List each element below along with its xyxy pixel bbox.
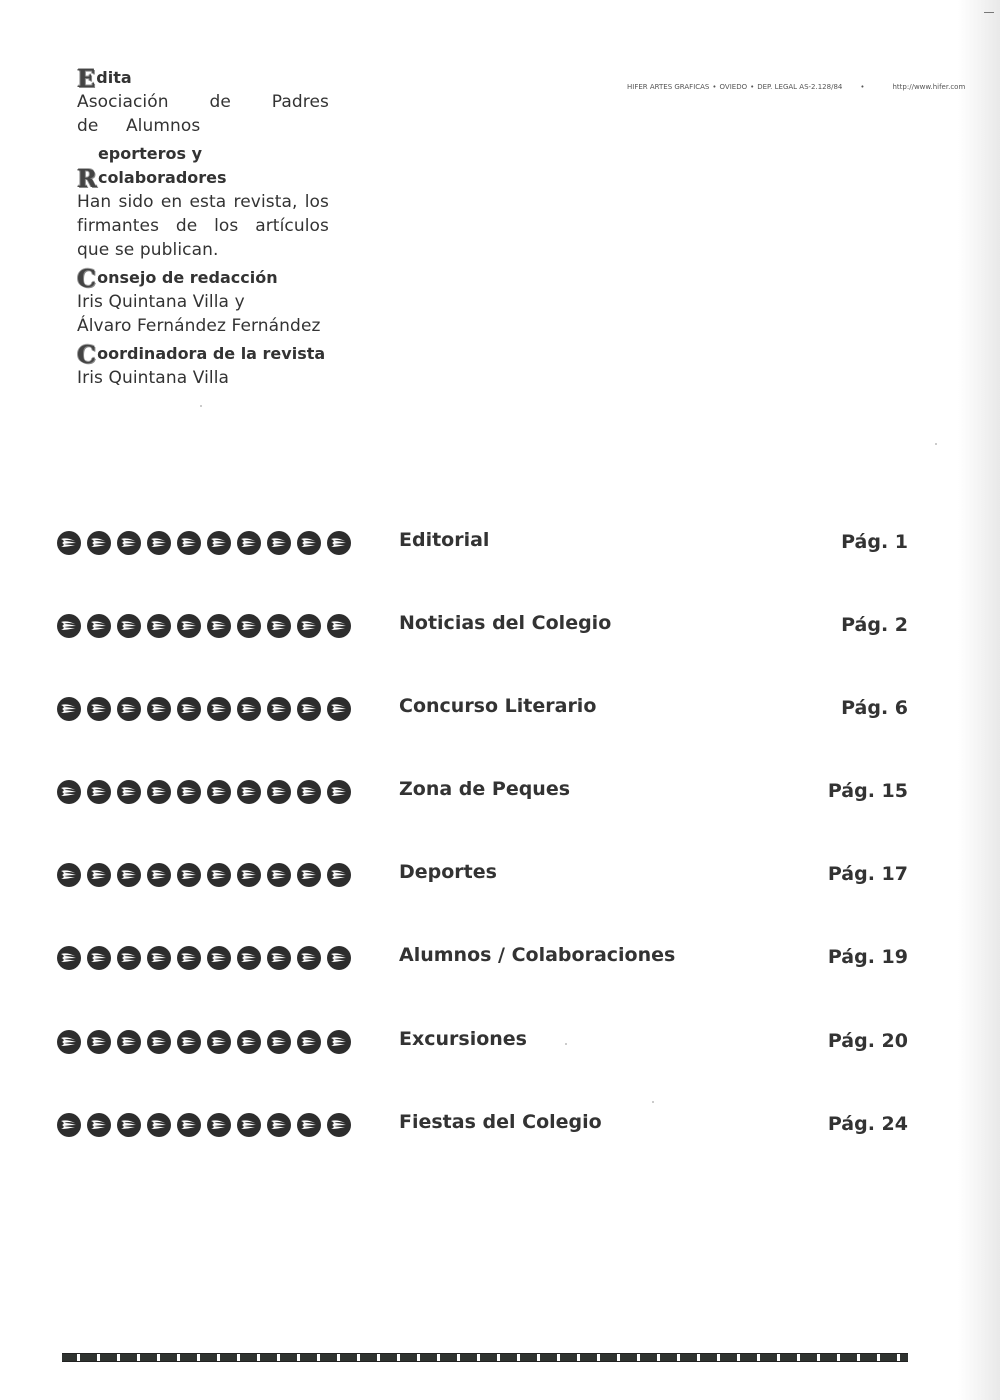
toc-row[interactable] xyxy=(0,1112,1000,1142)
flame-circle-bullet-icon xyxy=(146,945,172,971)
scan-speck xyxy=(200,405,202,407)
credits-block xyxy=(77,66,329,392)
flame-circle-bullet-icon xyxy=(266,530,292,556)
toc-page-number: Pág. 6 xyxy=(841,697,908,719)
flame-circle-bullet-icon xyxy=(296,530,322,556)
flame-circle-bullet-icon xyxy=(326,530,352,556)
flame-circle-bullet-icon xyxy=(56,779,82,805)
legal-deposit: DEP. LEGAL AS-2.128/84 xyxy=(757,83,843,91)
toc-page-number: Pág. 24 xyxy=(827,1113,908,1135)
flame-circle-bullet-icon xyxy=(146,1029,172,1055)
flame-circle-bullet-icon xyxy=(176,945,202,971)
toc-page-number: Pág. 17 xyxy=(827,863,908,885)
toc-title: Deportes xyxy=(399,861,497,883)
flame-circle-bullet-icon xyxy=(56,530,82,556)
toc-row[interactable] xyxy=(0,1029,1000,1059)
flame-circle-bullet-icon xyxy=(206,613,232,639)
flame-circle-bullet-icon xyxy=(326,1112,352,1138)
flame-circle-bullet-icon xyxy=(56,696,82,722)
decorative-bottom-rule xyxy=(62,1353,908,1362)
flame-circle-bullet-icon xyxy=(296,945,322,971)
flame-circle-bullet-icon xyxy=(86,696,112,722)
flame-circle-bullet-icon xyxy=(206,530,232,556)
flame-circle-bullet-icon xyxy=(236,779,262,805)
flame-circle-bullet-icon xyxy=(56,862,82,888)
flame-circle-bullet-icon xyxy=(236,945,262,971)
toc-row[interactable] xyxy=(0,530,1000,560)
flame-circle-bullet-icon xyxy=(236,1112,262,1138)
bullet-row xyxy=(56,613,352,639)
flame-circle-bullet-icon xyxy=(86,613,112,639)
credit-heading-reporteros: R eporteros y colaboradores xyxy=(77,144,227,193)
flame-circle-bullet-icon xyxy=(206,779,232,805)
flame-circle-bullet-icon xyxy=(236,696,262,722)
toc-page-number: Pág. 20 xyxy=(827,1030,908,1052)
flame-circle-bullet-icon xyxy=(236,1029,262,1055)
flame-circle-bullet-icon xyxy=(206,1112,232,1138)
flame-circle-bullet-icon xyxy=(56,613,82,639)
printer-city: OVIEDO xyxy=(719,83,748,91)
flame-circle-bullet-icon xyxy=(176,613,202,639)
flame-circle-bullet-icon xyxy=(146,862,172,888)
flame-circle-bullet-icon xyxy=(326,613,352,639)
printer-name: HIFER ARTES GRAFICAS xyxy=(627,83,710,91)
printer-imprint: HIFER ARTES GRAFICAS • OVIEDO • DEP. LEGAL AS-2.128/84 • http://www.hifer.com xyxy=(627,83,966,91)
bullet-row xyxy=(56,696,352,722)
flame-circle-bullet-icon xyxy=(326,945,352,971)
flame-circle-bullet-icon xyxy=(326,696,352,722)
toc-title: Alumnos / Colaboraciones xyxy=(399,944,676,966)
flame-circle-bullet-icon xyxy=(116,779,142,805)
flame-circle-bullet-icon xyxy=(176,862,202,888)
flame-circle-bullet-icon xyxy=(236,862,262,888)
toc-page-number: Pág. 19 xyxy=(827,946,908,968)
bullet-row xyxy=(56,530,352,556)
flame-circle-bullet-icon xyxy=(296,862,322,888)
flame-circle-bullet-icon xyxy=(116,696,142,722)
scan-speck xyxy=(565,1043,567,1045)
credit-heading-consejo: C onsejo de redacción xyxy=(77,264,278,293)
toc-row[interactable] xyxy=(0,945,1000,975)
flame-circle-bullet-icon xyxy=(326,862,352,888)
flame-circle-bullet-icon xyxy=(206,862,232,888)
flame-circle-bullet-icon xyxy=(86,862,112,888)
flame-circle-bullet-icon xyxy=(176,779,202,805)
toc-row[interactable] xyxy=(0,779,1000,809)
flame-circle-bullet-icon xyxy=(266,1029,292,1055)
toc-row[interactable] xyxy=(0,613,1000,643)
flame-circle-bullet-icon xyxy=(326,1029,352,1055)
toc-title: Editorial xyxy=(399,529,490,551)
flame-circle-bullet-icon xyxy=(296,779,322,805)
credit-body-consejo-line1: Iris Quintana Villa y xyxy=(77,292,245,312)
toc-title: Concurso Literario xyxy=(399,695,597,717)
flame-circle-bullet-icon xyxy=(266,862,292,888)
flame-circle-bullet-icon xyxy=(206,945,232,971)
flame-circle-bullet-icon xyxy=(56,1029,82,1055)
bullet-row xyxy=(56,862,352,888)
flame-circle-bullet-icon xyxy=(56,945,82,971)
flame-circle-bullet-icon xyxy=(146,613,172,639)
flame-circle-bullet-icon xyxy=(116,613,142,639)
toc-title: Noticias del Colegio xyxy=(399,612,612,634)
toc-title: Fiestas del Colegio xyxy=(399,1111,602,1133)
toc-title: Zona de Peques xyxy=(399,778,571,800)
bullet-row xyxy=(56,779,352,805)
edge-mark xyxy=(984,12,994,13)
bullet-row xyxy=(56,945,352,971)
flame-circle-bullet-icon xyxy=(86,945,112,971)
flame-circle-bullet-icon xyxy=(296,613,322,639)
dropcap-c-icon: C xyxy=(77,264,97,293)
toc-page-number: Pág. 1 xyxy=(841,531,908,553)
credit-body-consejo-line2: Álvaro Fernández Fernández xyxy=(77,316,321,336)
toc-page-number: Pág. 2 xyxy=(841,614,908,636)
flame-circle-bullet-icon xyxy=(86,530,112,556)
flame-circle-bullet-icon xyxy=(86,779,112,805)
flame-circle-bullet-icon xyxy=(56,1112,82,1138)
bullet-row xyxy=(56,1029,352,1055)
flame-circle-bullet-icon xyxy=(146,1112,172,1138)
flame-circle-bullet-icon xyxy=(326,779,352,805)
flame-circle-bullet-icon xyxy=(176,530,202,556)
flame-circle-bullet-icon xyxy=(146,696,172,722)
credit-body-coordinadora: Iris Quintana Villa xyxy=(77,368,230,388)
toc-page-number: Pág. 15 xyxy=(827,780,908,802)
flame-circle-bullet-icon xyxy=(296,1112,322,1138)
flame-circle-bullet-icon xyxy=(116,1029,142,1055)
toc-title: Excursiones xyxy=(399,1028,527,1050)
flame-circle-bullet-icon xyxy=(296,696,322,722)
flame-circle-bullet-icon xyxy=(266,779,292,805)
scan-speck xyxy=(652,1101,654,1103)
flame-circle-bullet-icon xyxy=(116,945,142,971)
flame-circle-bullet-icon xyxy=(116,1112,142,1138)
toc-row[interactable] xyxy=(0,696,1000,726)
flame-circle-bullet-icon xyxy=(206,1029,232,1055)
flame-circle-bullet-icon xyxy=(86,1112,112,1138)
dropcap-c-icon: C xyxy=(77,340,97,369)
flame-circle-bullet-icon xyxy=(266,945,292,971)
flame-circle-bullet-icon xyxy=(266,613,292,639)
flame-circle-bullet-icon xyxy=(266,1112,292,1138)
flame-circle-bullet-icon xyxy=(116,530,142,556)
toc-row[interactable] xyxy=(0,862,1000,892)
flame-circle-bullet-icon xyxy=(176,1112,202,1138)
flame-circle-bullet-icon xyxy=(236,613,262,639)
flame-circle-bullet-icon xyxy=(206,696,232,722)
credit-heading-edita: E dita xyxy=(77,64,132,93)
flame-circle-bullet-icon xyxy=(146,779,172,805)
flame-circle-bullet-icon xyxy=(296,1029,322,1055)
flame-circle-bullet-icon xyxy=(146,530,172,556)
flame-circle-bullet-icon xyxy=(116,862,142,888)
dropcap-e-icon: E xyxy=(77,64,96,93)
dropcap-r-icon: R xyxy=(77,164,97,193)
flame-circle-bullet-icon xyxy=(176,1029,202,1055)
flame-circle-bullet-icon xyxy=(176,696,202,722)
credit-body-edita: Asociación de Padres de Alumnos xyxy=(77,92,329,136)
credit-body-reporteros: Han sido en esta revista, los firmantes de los artículos que se publican. xyxy=(77,192,329,260)
flame-circle-bullet-icon xyxy=(236,530,262,556)
flame-circle-bullet-icon xyxy=(266,696,292,722)
scan-speck xyxy=(935,443,937,445)
printer-url[interactable]: http://www.hifer.com xyxy=(892,83,966,91)
flame-circle-bullet-icon xyxy=(86,1029,112,1055)
credit-heading-coordinadora: C oordinadora de la revista xyxy=(77,340,326,369)
bullet-row xyxy=(56,1112,352,1138)
